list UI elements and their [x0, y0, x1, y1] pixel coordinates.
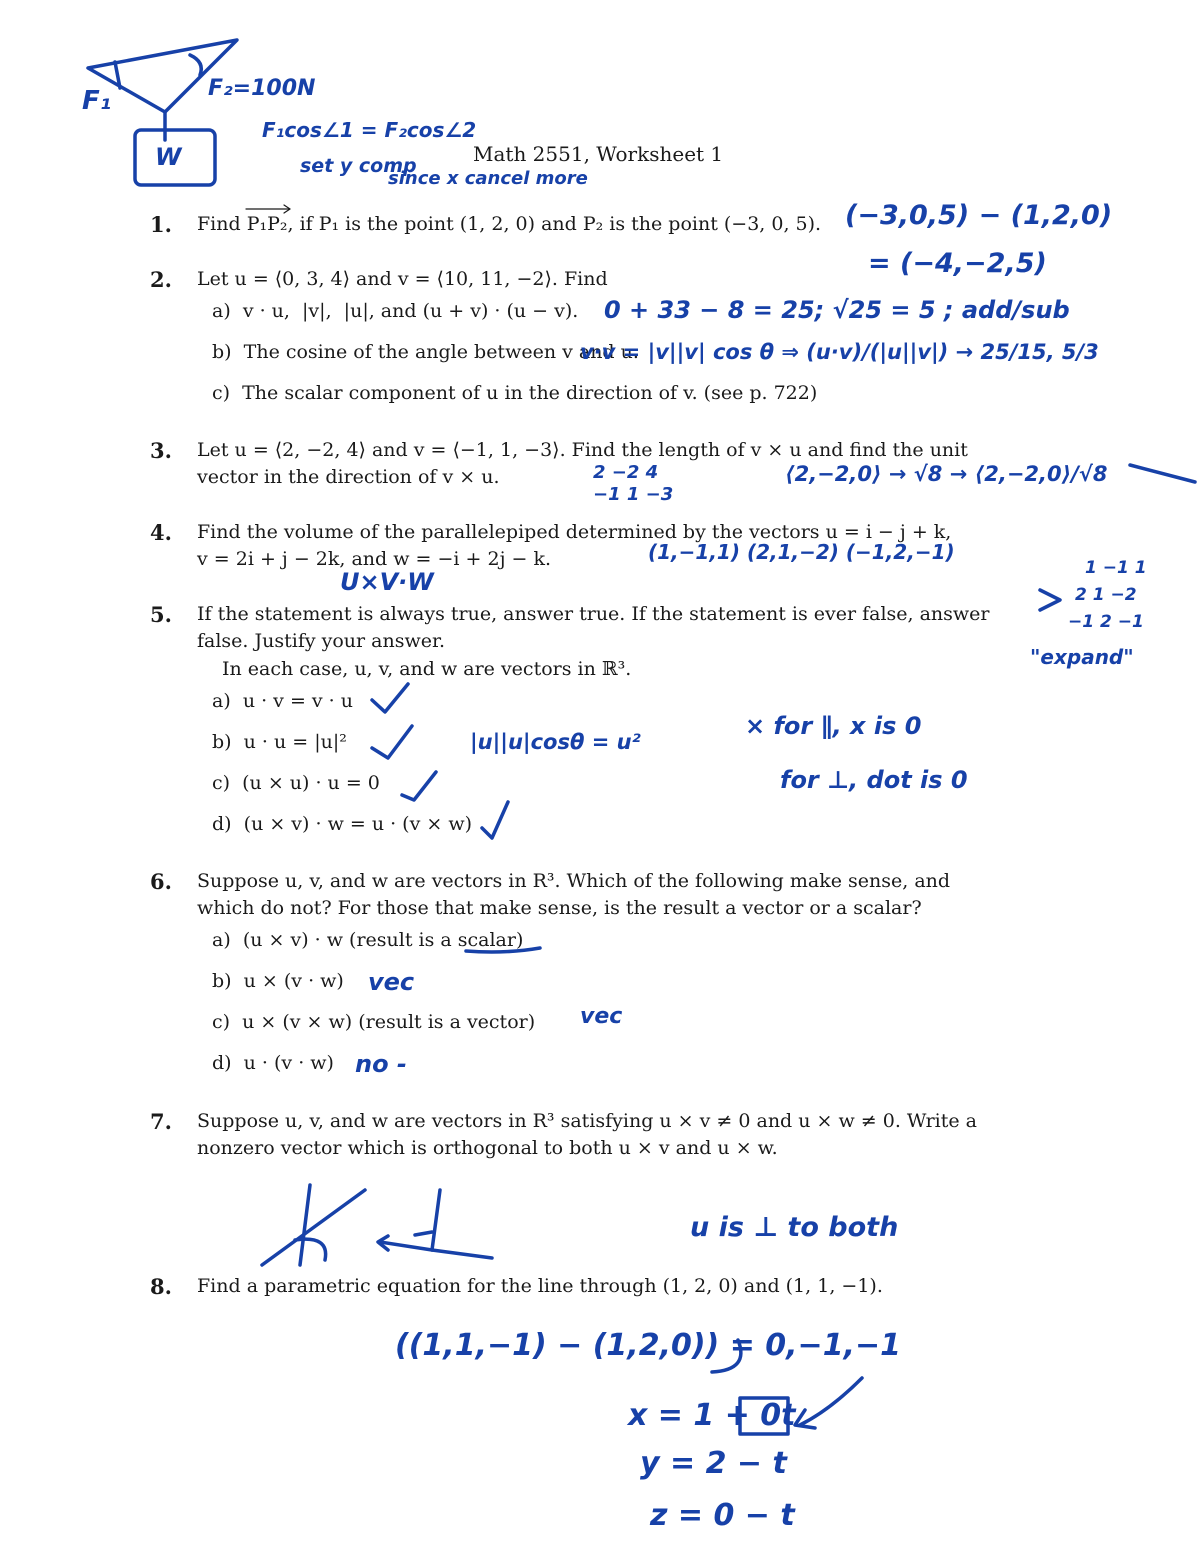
- hw-q5-parallel: × for ∥, x is 0: [745, 712, 922, 740]
- hw-q1a: (−3,0,5) − (1,2,0): [845, 200, 1113, 231]
- checkmark-5a: [372, 684, 408, 712]
- hw-w: W: [155, 143, 182, 171]
- question-text: Let u = ⟨0, 3, 4⟩ and v = ⟨10, 11, −2⟩. Find: [197, 268, 608, 290]
- hw-eq1: F₁cos∠1 = F₂cos∠2: [262, 118, 477, 142]
- hw-q2a: 0 + 33 − 8 = 25; √25 = 5 ; add/sub: [604, 296, 1070, 324]
- checkmark-5c: [402, 772, 436, 800]
- question-5c: c) (u × u) · u = 0: [212, 772, 380, 794]
- hw-q6b: vec: [368, 968, 415, 996]
- hw-q8z: z = 0 − t: [650, 1498, 795, 1533]
- hw-q8x: x = 1 + 0t: [628, 1398, 796, 1433]
- hw-f2: F₂=100N: [208, 76, 316, 101]
- question-5a: a) u · v = v · u: [212, 690, 353, 712]
- question-text-line-1: Suppose u, v, and w are vectors in R³ satisfying u × v ≠ 0 and u × w ≠ 0. Write a: [197, 1110, 978, 1132]
- hw-q1b: = (−4,−2,5): [868, 248, 1047, 279]
- question-text: Find P₁P₂, if P₁ is the point (1, 2, 0) and P₂ is the point (−3, 0, 5).: [197, 213, 822, 235]
- question-text: Find a parametric equation for the line through (1, 2, 0) and (1, 1, −1).: [197, 1275, 883, 1297]
- question-number: 6.: [150, 869, 172, 894]
- cross-product-sketch: [262, 1185, 492, 1265]
- hw-q8a: ((1,1,−1) − (1,2,0)) = 0,−1,−1: [395, 1328, 901, 1363]
- hw-q6d: no -: [355, 1050, 407, 1078]
- question-text-line-2: nonzero vector which is orthogonal to both u × v and u × w.: [197, 1137, 778, 1159]
- question-6d: d) u · (v · w): [212, 1052, 334, 1074]
- hw-f1: F₁: [82, 86, 112, 116]
- question-number: 7.: [150, 1109, 172, 1134]
- hw-eq2: set y comp: [300, 155, 417, 177]
- question-text-line-2: which do not? For those that make sense, is the result a vector or a scalar?: [197, 897, 922, 919]
- hw-q4-matrix-row3: −1 2 −1: [1068, 612, 1144, 632]
- hw-q4-matrix-row2: 2 1 −2: [1075, 585, 1137, 605]
- question-text-line-1: Find the volume of the parallelepiped determined by the vectors u = i − j + k,: [197, 521, 952, 543]
- worksheet-title: Math 2551, Worksheet 1: [473, 142, 724, 166]
- hw-q5-note: |u||u|cosθ = u²: [470, 730, 641, 754]
- hw-q3: ⟨2,−2,0⟩ → √8 → ⟨2,−2,0⟩/√8: [785, 462, 1108, 486]
- question-number: 3.: [150, 438, 172, 463]
- question-number: 1.: [150, 212, 172, 237]
- hw-q4b: U×V·W: [340, 568, 434, 596]
- question-number: 2.: [150, 267, 172, 292]
- question-number: 5.: [150, 602, 172, 627]
- question-text-line-1: Let u = ⟨2, −2, 4⟩ and v = ⟨−1, 1, −3⟩. Find the length of v × u and find the unit: [197, 439, 968, 461]
- question-6a: a) (u × v) · w (result is a scalar): [212, 929, 524, 951]
- hw-q4c: "expand": [1030, 645, 1134, 669]
- question-text-line-2: false. Justify your answer.: [197, 630, 446, 652]
- hw-q5-perpendicular: for ⊥, dot is 0: [780, 766, 968, 794]
- question-text-line-1: Suppose u, v, and w are vectors in R³. Which of the following make sense, and: [197, 870, 951, 892]
- question-2a: a) v · u, |v|, |u|, and (u + v) · (u − v).: [212, 300, 579, 322]
- hw-q6c: vec: [580, 1004, 623, 1029]
- q4-arrow: [1040, 590, 1060, 610]
- question-2c: c) The scalar component of u in the direction of v. (see p. 722): [212, 382, 818, 404]
- question-number: 4.: [150, 520, 172, 545]
- question-6c: c) u × (v × w) (result is a vector): [212, 1011, 536, 1033]
- question-text-line-2: v = 2i + j − 2k, and w = −i + 2j − k.: [197, 548, 552, 570]
- question-5b: b) u · u = |u|²: [212, 731, 347, 753]
- q3-arrow: [1130, 465, 1195, 482]
- hw-q8y: y = 2 − t: [640, 1446, 787, 1481]
- hw-eq3: since x cancel more: [388, 168, 588, 189]
- question-text-line-2: vector in the direction of v × u.: [197, 466, 500, 488]
- hw-q7: u is ⊥ to both: [690, 1212, 899, 1243]
- question-2b: b) The cosine of the angle between v and u.: [212, 341, 639, 363]
- checkmark-5d: [482, 802, 508, 838]
- question-number: 8.: [150, 1274, 172, 1299]
- question-5d: d) (u × v) · w = u · (v × w): [212, 813, 473, 835]
- hw-q4-matrix-row1: 1 −1 1: [1085, 558, 1147, 578]
- question-text-line-3: In each case, u, v, and w are vectors in ℝ³.: [222, 658, 632, 680]
- question-text-line-1: If the statement is always true, answer true. If the statement is ever false, answer: [197, 603, 990, 625]
- hw-q3-matrix-row2: −1 1 −3: [593, 484, 674, 505]
- hw-q4a: (1,−1,1) (2,1,−2) (−1,2,−1): [648, 540, 955, 564]
- hw-q2b: v·v = |v||v| cos θ ⇒ (u·v)/(|u||v|) → 25/15, 5/3: [580, 340, 1099, 364]
- hw-q3-matrix-row1: 2 −2 4: [593, 462, 659, 483]
- checkmark-5b: [372, 726, 412, 758]
- question-6b: b) u × (v · w): [212, 970, 344, 992]
